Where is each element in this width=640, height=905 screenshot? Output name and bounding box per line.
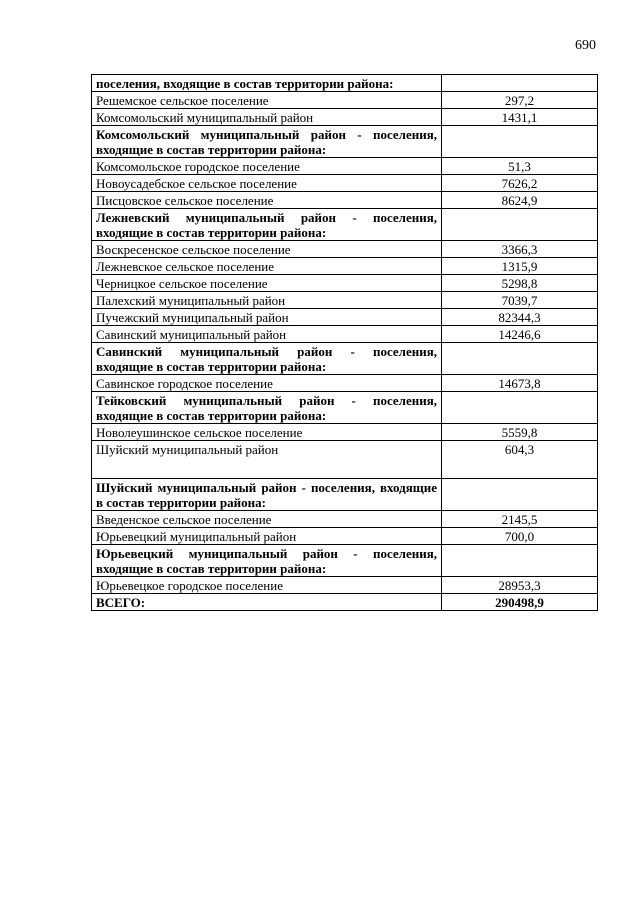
group-heading-cell: Лежневский муниципальный район - поселения, входящие в состав территории района: — [92, 209, 442, 241]
territory-name-cell: Савинское городское поселение — [92, 375, 442, 392]
territory-name-cell: Комсомольский муниципальный район — [92, 109, 442, 126]
territory-name-cell: Комсомольское городское поселение — [92, 158, 442, 175]
table-row — [92, 424, 598, 441]
table-row — [92, 375, 598, 392]
subheader-row — [92, 126, 598, 158]
amount-cell: 3366,3 — [442, 241, 598, 258]
table-row — [92, 577, 598, 594]
group-heading-cell: Юрьевецкий муниципальный район - поселения, входящие в состав территории района: — [92, 545, 442, 577]
amount-cell: 604,3 — [442, 441, 598, 479]
amount-cell: 5559,8 — [442, 424, 598, 441]
amount-cell: 700,0 — [442, 528, 598, 545]
amount-cell — [442, 209, 598, 241]
amount-cell: 5298,8 — [442, 275, 598, 292]
amount-cell — [442, 126, 598, 158]
table-row — [92, 192, 598, 209]
table-row — [92, 326, 598, 343]
subheader-row — [92, 479, 598, 511]
table-row — [92, 92, 598, 109]
table-row — [92, 175, 598, 192]
total-row — [92, 594, 598, 611]
territory-name-cell: Воскресенское сельское поселение — [92, 241, 442, 258]
amount-cell — [442, 392, 598, 424]
total-label-cell: ВСЕГО: — [92, 594, 442, 611]
territory-name-cell: Палехский муниципальный район — [92, 292, 442, 309]
subheader-row — [92, 209, 598, 241]
amount-cell: 7039,7 — [442, 292, 598, 309]
territory-name-cell: Черницкое сельское поселение — [92, 275, 442, 292]
territory-name-cell: Пучежский муниципальный район — [92, 309, 442, 326]
subheader-row — [92, 343, 598, 375]
page-number: 690 — [575, 38, 596, 53]
territory-name-cell: Писцовское сельское поселение — [92, 192, 442, 209]
group-heading-cell: Шуйский муниципальный район - поселения, входящие в состав территории района: — [92, 479, 442, 511]
budget-table — [91, 74, 598, 611]
amount-cell: 1431,1 — [442, 109, 598, 126]
amount-cell: 7626,2 — [442, 175, 598, 192]
territory-name-cell: Савинский муниципальный район — [92, 326, 442, 343]
group-heading-cell: Тейковский муниципальный район - поселения, входящие в состав территории района: — [92, 392, 442, 424]
group-heading-cell: Комсомольский муниципальный район - поселения, входящие в состав территории района: — [92, 126, 442, 158]
table-row — [92, 158, 598, 175]
territory-name-cell: Лежневское сельское поселение — [92, 258, 442, 275]
territory-name-cell: Введенское сельское поселение — [92, 511, 442, 528]
amount-cell: 82344,3 — [442, 309, 598, 326]
amount-cell — [442, 343, 598, 375]
group-heading-cell: поселения, входящие в состав территории района: — [92, 75, 442, 92]
amount-cell — [442, 545, 598, 577]
table-row — [92, 528, 598, 545]
table-row — [92, 109, 598, 126]
total-value-cell: 290498,9 — [442, 594, 598, 611]
table-body — [92, 75, 598, 611]
territory-name-cell: Новолеушинское сельское поселение — [92, 424, 442, 441]
table-row — [92, 275, 598, 292]
amount-cell: 2145,5 — [442, 511, 598, 528]
amount-cell: 1315,9 — [442, 258, 598, 275]
table-row — [92, 258, 598, 275]
table-row — [92, 441, 598, 479]
amount-cell: 8624,9 — [442, 192, 598, 209]
territory-name-cell: Новоусадебское сельское поселение — [92, 175, 442, 192]
amount-cell: 297,2 — [442, 92, 598, 109]
table-row — [92, 292, 598, 309]
amount-cell: 51,3 — [442, 158, 598, 175]
table-row — [92, 511, 598, 528]
amount-cell — [442, 75, 598, 92]
table-row — [92, 241, 598, 258]
territory-name-cell: Юрьевецкое городское поселение — [92, 577, 442, 594]
table-row — [92, 309, 598, 326]
territory-name-cell: Решемское сельское поселение — [92, 92, 442, 109]
territory-name-cell: Юрьевецкий муниципальный район — [92, 528, 442, 545]
amount-cell — [442, 479, 598, 511]
amount-cell: 14673,8 — [442, 375, 598, 392]
territory-name-cell: Шуйский муниципальный район — [92, 441, 442, 479]
subheader-row — [92, 75, 598, 92]
group-heading-cell: Савинский муниципальный район - поселения, входящие в состав территории района: — [92, 343, 442, 375]
amount-cell: 14246,6 — [442, 326, 598, 343]
amount-cell: 28953,3 — [442, 577, 598, 594]
subheader-row — [92, 392, 598, 424]
subheader-row — [92, 545, 598, 577]
